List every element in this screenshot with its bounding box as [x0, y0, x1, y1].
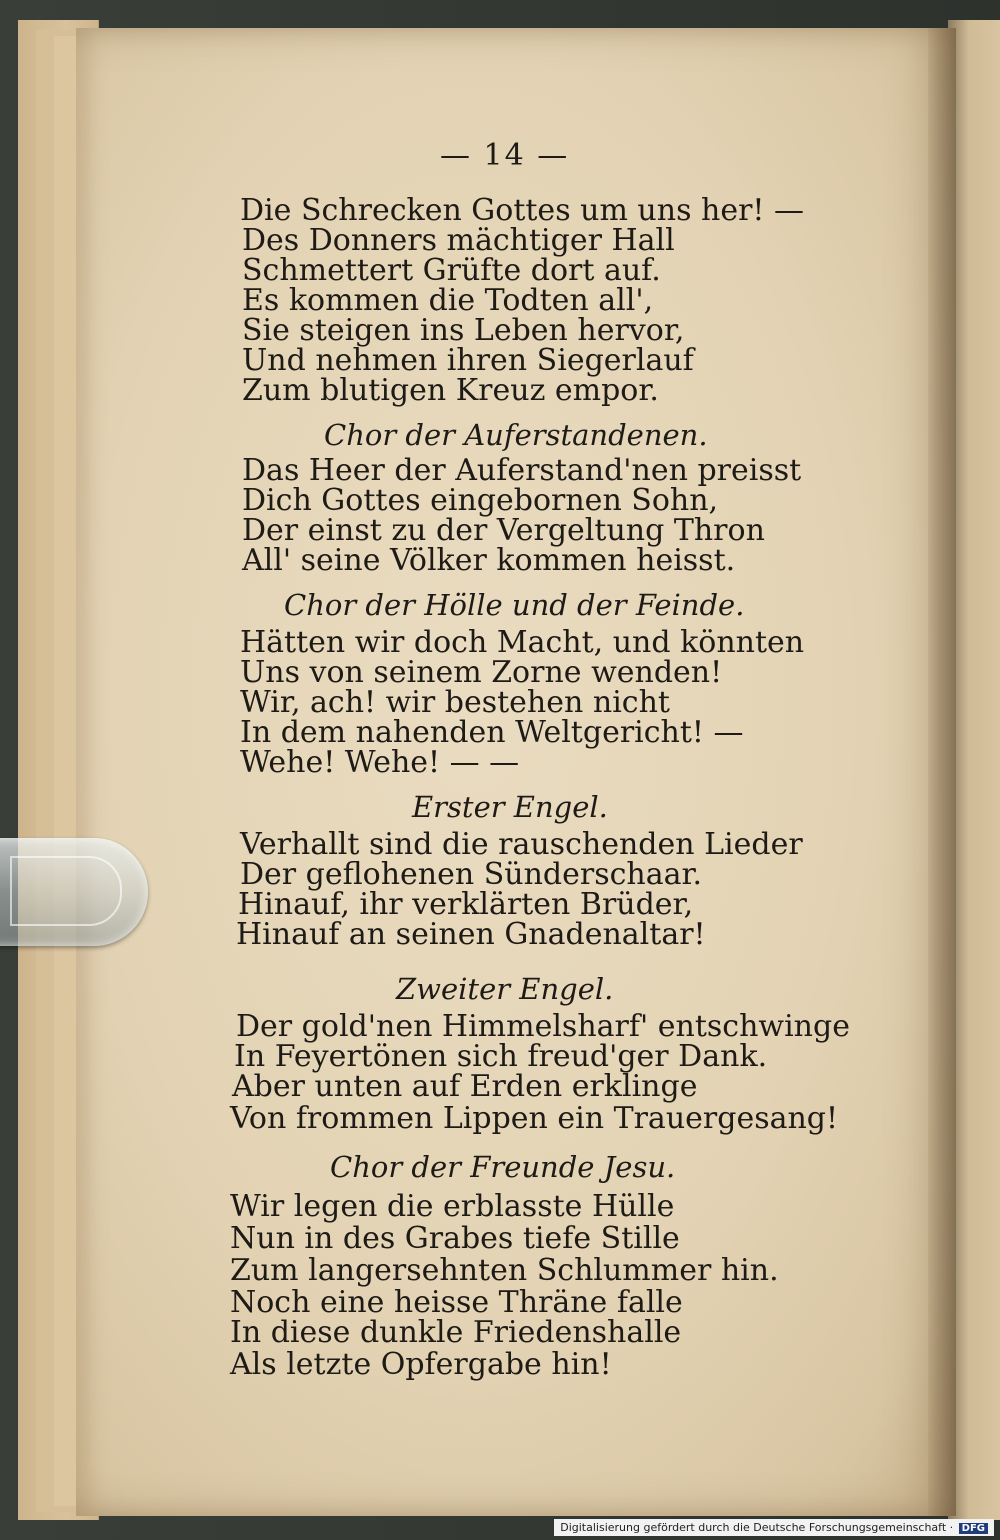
- section-heading: Erster Engel.: [412, 790, 608, 824]
- verse-line: Uns von seinem Zorne wenden!: [240, 655, 723, 690]
- verse-line: Sie steigen ins Leben hervor,: [242, 313, 685, 348]
- section-heading: Chor der Auferstandenen.: [324, 418, 708, 452]
- dfg-logo-icon: DFG: [959, 1523, 988, 1534]
- verse-line: In diese dunkle Friedenshalle: [230, 1315, 682, 1350]
- verse-line: Die Schrecken Gottes um uns her! —: [240, 193, 805, 228]
- verse-line: Noch eine heisse Thräne falle: [230, 1285, 683, 1320]
- section-heading: Zweiter Engel.: [396, 972, 614, 1006]
- verse-line: Der geflohenen Sünderschaar.: [240, 857, 703, 892]
- verse-line: Aber unten auf Erden erklinge: [232, 1069, 698, 1104]
- verse-line: Der gold'nen Himmelsharf' entschwinge: [236, 1009, 850, 1044]
- credit-text: Digitalisierung gefördert durch die Deutsche Forschungsgemeinschaft ·: [560, 1521, 954, 1534]
- verse-line: Verhallt sind die rauschenden Lieder: [240, 827, 803, 862]
- page-clip-inner: [10, 856, 122, 926]
- verse-line: Wir, ach! wir bestehen nicht: [240, 685, 670, 720]
- verse-line: Zum langersehnten Schlummer hin.: [230, 1253, 779, 1288]
- verse-line: Wehe! Wehe! — —: [240, 745, 520, 780]
- verse-line: Hätten wir doch Macht, und könnten: [240, 625, 805, 660]
- verse-line: Das Heer der Auferstand'nen preisst: [242, 453, 802, 488]
- verse-line: Als letzte Opfergabe hin!: [230, 1347, 612, 1382]
- verse-line: Zum blutigen Kreuz empor.: [242, 373, 659, 408]
- digitization-credit: [554, 1519, 994, 1536]
- verse-line: Dich Gottes eingebornen Sohn,: [242, 483, 719, 518]
- section-heading: Chor der Freunde Jesu.: [330, 1150, 676, 1184]
- verse-line: Von frommen Lippen ein Trauergesang!: [230, 1101, 839, 1136]
- verse-line: Des Donners mächtiger Hall: [242, 223, 675, 258]
- verse-line: Wir legen die erblasste Hülle: [230, 1189, 675, 1224]
- section-heading: Chor der Hölle und der Feinde.: [284, 588, 745, 622]
- verse-line: Der einst zu der Vergeltung Thron: [242, 513, 765, 548]
- verse-line: Nun in des Grabes tiefe Stille: [230, 1221, 680, 1256]
- verse-line: Schmettert Grüfte dort auf.: [242, 253, 661, 288]
- verse-line: All' seine Völker kommen heisst.: [242, 543, 736, 578]
- verse-line: Hinauf, ihr verklärten Brüder,: [238, 887, 694, 922]
- page-number: — 14 —: [440, 138, 570, 173]
- verse-line: In dem nahenden Weltgericht! —: [240, 715, 744, 750]
- verse-line: Und nehmen ihren Siegerlauf: [242, 343, 694, 378]
- verse-line: Es kommen die Todten all',: [242, 283, 654, 318]
- page-clip: [0, 838, 148, 946]
- verse-line: In Feyertönen sich freud'ger Dank.: [234, 1039, 768, 1074]
- verse-line: Hinauf an seinen Gnadenaltar!: [236, 917, 706, 952]
